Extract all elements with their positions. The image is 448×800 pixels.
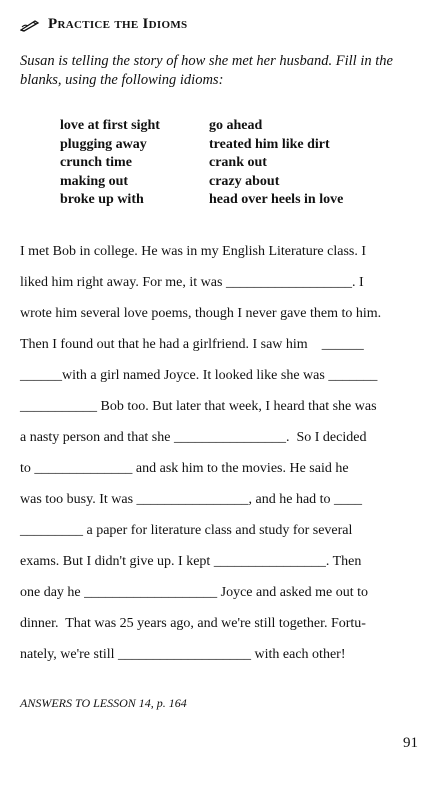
idiom-item: head over heels in love bbox=[209, 192, 344, 207]
story-line: one day he ___________________ Joyce and asked me out to bbox=[20, 585, 368, 600]
idiom-item: go ahead bbox=[209, 118, 263, 133]
idiom-item: love at first sight bbox=[60, 118, 160, 133]
story-line: a nasty person and that she ________________. So I decided bbox=[20, 430, 367, 445]
story-line: Then I found out that he had a girlfriend. I saw him ______ bbox=[20, 337, 364, 352]
story-line: wrote him several love poems, though I never gave them to him. bbox=[20, 306, 382, 321]
idiom-item: crank out bbox=[209, 155, 267, 170]
story-passage bbox=[20, 236, 420, 670]
idiom-item: plugging away bbox=[60, 136, 147, 152]
story-line: _________ a paper for literature class and study for several bbox=[20, 523, 353, 538]
idiom-item: crazy about bbox=[209, 173, 280, 189]
story-line: exams. But I didn't give up. I kept ________________. Then bbox=[20, 554, 362, 569]
idiom-list bbox=[60, 117, 343, 210]
story-line: was too busy. It was ________________, and he had to ____ bbox=[20, 492, 363, 507]
idiom-item: broke up with bbox=[60, 192, 144, 207]
story-line: liked him right away. For me, it was __________________. I bbox=[20, 275, 364, 290]
answers-reference: ANSWERS TO LESSON 14, p. 164 bbox=[20, 696, 187, 710]
idiom-column-right bbox=[209, 117, 343, 210]
story-line: nately, we're still ___________________ with each other! bbox=[20, 647, 346, 662]
instructions: Susan is telling the story of how she met her husband. Fill in the blanks, using the following idioms: bbox=[20, 53, 393, 88]
story-line: ___________ Bob too. But later that week, I heard that she was bbox=[20, 399, 377, 414]
idiom-item: making out bbox=[60, 173, 129, 189]
section-heading bbox=[20, 16, 187, 33]
story-line: dinner. That was 25 years ago, and we're still together. Fortu- bbox=[20, 616, 366, 631]
section-title: Practice the Idioms bbox=[48, 16, 188, 32]
story-line: I met Bob in college. He was in my English Literature class. I bbox=[20, 244, 367, 259]
story-line: ______with a girl named Joyce. It looked like she was _______ bbox=[20, 368, 378, 383]
page-number: 91 bbox=[403, 735, 418, 751]
story-line: to ______________ and ask him to the movies. He said he bbox=[20, 461, 349, 476]
idiom-item: crunch time bbox=[60, 155, 132, 170]
pencil-writing-icon bbox=[20, 18, 40, 32]
idiom-item: treated him like dirt bbox=[209, 136, 330, 152]
idiom-column-left bbox=[60, 117, 165, 210]
